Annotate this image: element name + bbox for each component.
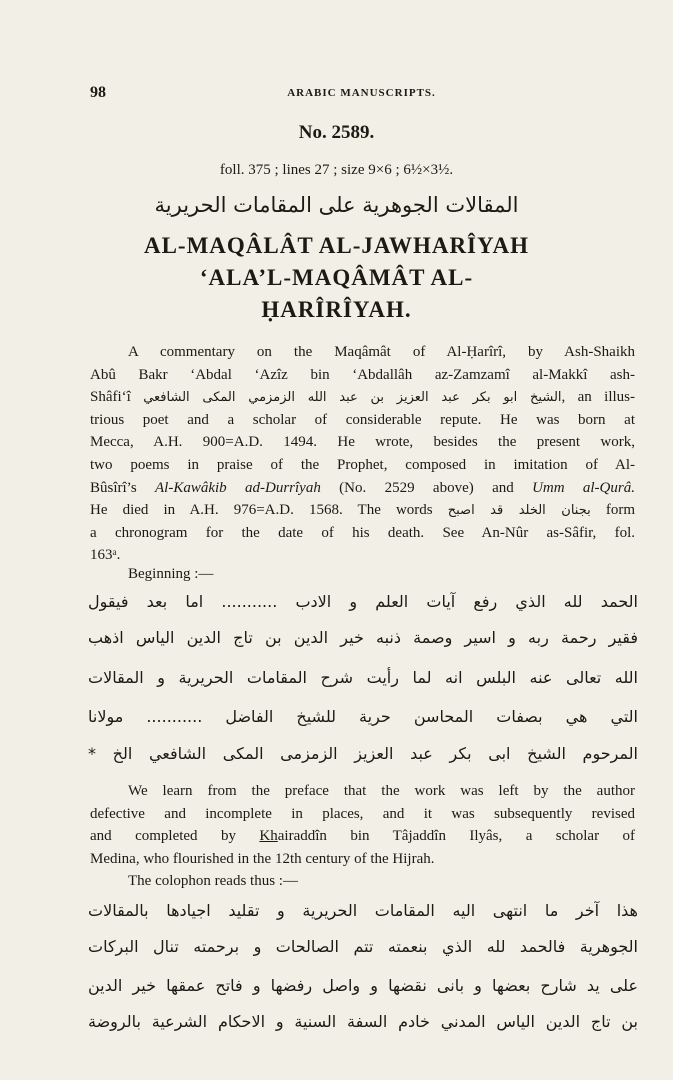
desc-text: (No. 2529 above) and [320,479,533,496]
desc-line: 163ᵃ. [90,547,121,564]
manuscript-collation: foll. 375 ; lines 27 ; size 9×6 ; 6½×3½. [219,162,454,178]
page-header [90,84,633,106]
underlined-letters: Kh [259,828,278,845]
note-line: Medina, who flourished in the 12th century of the Hijrah. [90,850,435,867]
desc-line: trious poet and a scholar of considerable repute. He was born at [90,411,635,428]
desc-text: , an illus- [561,389,636,406]
colophon-arabic-line: هذا آخر ما انتهى اليه المقامات الحريرية و تقليد اجيادها بالمقالات [88,901,638,920]
title-line-2: ‘ALA’L-MAQÂMÂT AL- [199,265,474,290]
desc-text: He died in A.H. 976=A.D. 1568. The words [90,502,433,519]
entry-number: No. 2589. [298,122,375,143]
desc-line [90,499,635,522]
desc-line: a chronogram for the date of his death. See An-Nûr as-Sâfir, fol. [90,524,635,541]
beginning-label: Beginning :— [128,566,214,582]
note-line [90,825,635,848]
chronogram-arabic: بجنان الخلد قد اصبح [447,503,591,519]
desc-text: Shâfi‘î [90,389,131,406]
arabic-name-inline: الشيخ ابو بكر عبد العزيز بن عبد الله الزمزمي المكى الشافعي [143,390,562,406]
title-line-3: ḤARÎRÎYAH. [261,297,412,322]
beginning-arabic-line: التي هي بصفات المحاسن حرية للشيخ الفاضل ........... مولانا [88,707,638,726]
desc-line: Mecca, A.H. 900=A.D. 1494. He wrote, besides the present work, [90,434,635,451]
colophon-arabic-line: الجوهرية فالحمد لله الذي بنعمته تتم الصالحات و برحمته تنال البركات [88,937,638,956]
desc-line: two poems in praise of the Prophet, composed in imitation of Al- [90,456,635,473]
desc-text: Bûsîrî’s [90,479,156,496]
beginning-arabic-line: المرحوم الشيخ ابى بكر عبد العزيز الزمزمى المكى الشافعي الخ * [88,744,638,763]
italic-title: Umm al-Qurâ. [532,479,635,496]
title-line-1: AL-MAQÂLÂT AL-JAWHARÎYAH [143,233,529,258]
desc-line [90,477,635,500]
beginning-arabic-line: الله تعالى عنه البلس انه لما رأيت شرح المقامات الحريرية و المقالات [88,668,638,687]
page-number: 98 [90,84,106,101]
desc-text: form [605,502,636,519]
desc-line: A commentary on the Maqâmât of Al-Ḥarîrî, by Ash-Shaikh [128,344,635,360]
colophon-label: The colophon reads thus :— [128,873,298,889]
arabic-title: المقالات الجوهرية على المقامات الحريرية [154,193,519,217]
colophon-arabic-line: على يد شارح بعضها و بانى نقضها و واصل رفضها و فاتح عمقها خير الدين [88,976,638,995]
note-line: defective and incomplete in places, and it was subsequently revised [90,805,635,822]
beginning-arabic-line: فقير رحمة ربه و اسير وصمة ذنبه خير الدين بن تاج الدين الياس اذهب [88,628,638,647]
running-head: ARABIC MANUSCRIPTS. [287,87,436,99]
desc-line: Abû Bakr ‘Abdal ‘Azîz bin ‘Abdallâh az-Zamzamî al-Makkî ash- [90,366,635,383]
note-paragraph [90,780,635,870]
note-text: and completed by [90,828,260,845]
italic-title: Al-Kawâkib ad-Durrîyah [155,479,321,496]
colophon-arabic-line: بن تاج الدين الياس المدني خادم السفة السنية و الاحكام الشرعية بالروضة [88,1012,638,1031]
desc-line [90,386,635,409]
beginning-arabic-line: الحمد لله الذي رفع آيات العلم و الادب ........... اما بعد فيقول [88,592,638,611]
note-text: airaddîn bin Tâjaddîn Ilyâs, a scholar of [277,828,636,845]
note-line: We learn from the preface that the work was left by the author [128,783,635,799]
description-paragraph [90,341,635,567]
